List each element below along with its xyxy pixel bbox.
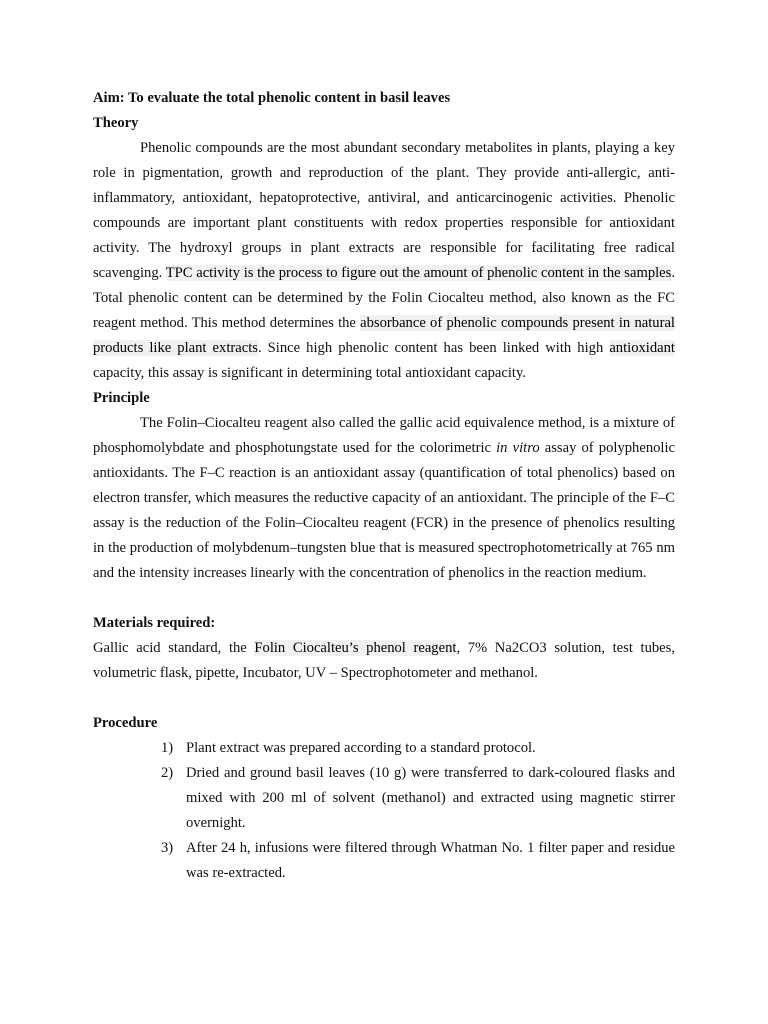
theory-highlight-2: absorbance of phenolic compounds present in natural products like plant extracts bbox=[93, 315, 675, 356]
aim-heading: Aim: To evaluate the total phenolic content in basil leaves bbox=[93, 90, 451, 106]
step-number: 1) bbox=[161, 740, 174, 756]
step-number: 3) bbox=[161, 840, 174, 856]
theory-highlight-3: antioxidant bbox=[609, 340, 675, 356]
section-gap bbox=[93, 586, 675, 611]
procedure-heading: Procedure bbox=[93, 715, 158, 731]
step-number: 2) bbox=[161, 765, 174, 781]
principle-text-1: The Folin–Ciocalteu reagent also called the gallic acid equivalence method, is a mixture of phosphomolybdate and phosphotungstate used for the colorimetric bbox=[93, 415, 675, 456]
step-text: After 24 h, infusions were filtered through Whatman No. 1 filter paper and residue was re-extracted. bbox=[186, 840, 675, 881]
procedure-step bbox=[93, 736, 675, 761]
theory-highlight-1: TPC activity is the process to figure out the amount of phenolic content in the samples bbox=[165, 265, 672, 281]
section-gap bbox=[93, 686, 675, 711]
theory-text-3: . Since high phenolic content has been linked with high bbox=[257, 340, 610, 356]
step-text: Dried and ground basil leaves (10 g) were transferred to dark-coloured flasks and mixed with 200 ml of solvent (methanol) and extracted using magnetic stirrer overnight. bbox=[186, 765, 675, 831]
procedure-list bbox=[93, 736, 675, 886]
materials-text-2: , 7% Na2CO3 solution, test tubes, volumetric flask, pipette, Incubator, UV – Spectrophotometer and methanol. bbox=[93, 640, 675, 681]
step-text: Plant extract was prepared according to a standard protocol. bbox=[186, 740, 536, 756]
materials-text-1: Gallic acid standard, the bbox=[93, 640, 255, 656]
theory-paragraph bbox=[93, 136, 675, 386]
document-page bbox=[93, 86, 675, 886]
principle-heading: Principle bbox=[93, 390, 150, 406]
principle-italic: in vitro bbox=[496, 440, 540, 456]
procedure-step bbox=[93, 836, 675, 886]
materials-heading: Materials required: bbox=[93, 615, 216, 631]
materials-paragraph bbox=[93, 636, 675, 686]
theory-text-1: Phenolic compounds are the most abundant secondary metabolites in plants, playing a key role in pigmentation, growth and reproduction of the plant. They provide anti-allergic, anti-inflammatory, antioxidant, hepatoprotective, antiviral, and anticarcinogenic activities. Phenolic compounds are important plant constituents with redox properties responsible for antioxidant activity. The hydroxyl groups in plant extracts are responsible for facilitating free radical scavenging. bbox=[93, 140, 675, 281]
materials-highlight: Folin Ciocalteu’s phenol reagent bbox=[254, 640, 457, 656]
theory-heading: Theory bbox=[93, 115, 139, 131]
principle-paragraph bbox=[93, 411, 675, 586]
principle-text-2: assay of polyphenolic antioxidants. The F–C reaction is an antioxidant assay (quantification of total phenolics) based on electron transfer, which measures the reductive capacity of an antioxidant. The principle of the F–C assay is the reduction of the Folin–Ciocalteu reagent (FCR) in the presence of phenolics resulting in the production of molybdenum–tungsten blue that is measured spectrophotometrically at 765 nm and the intensity increases linearly with the concentration of phenolics in the reaction medium. bbox=[93, 440, 675, 581]
theory-text-2: . Total phenolic content can be determined by the Folin Ciocalteu method, also known as the FC reagent method. This method determines the bbox=[93, 265, 675, 331]
procedure-step bbox=[93, 761, 675, 836]
theory-text-4: capacity, this assay is significant in determining total antioxidant capacity. bbox=[93, 365, 526, 381]
